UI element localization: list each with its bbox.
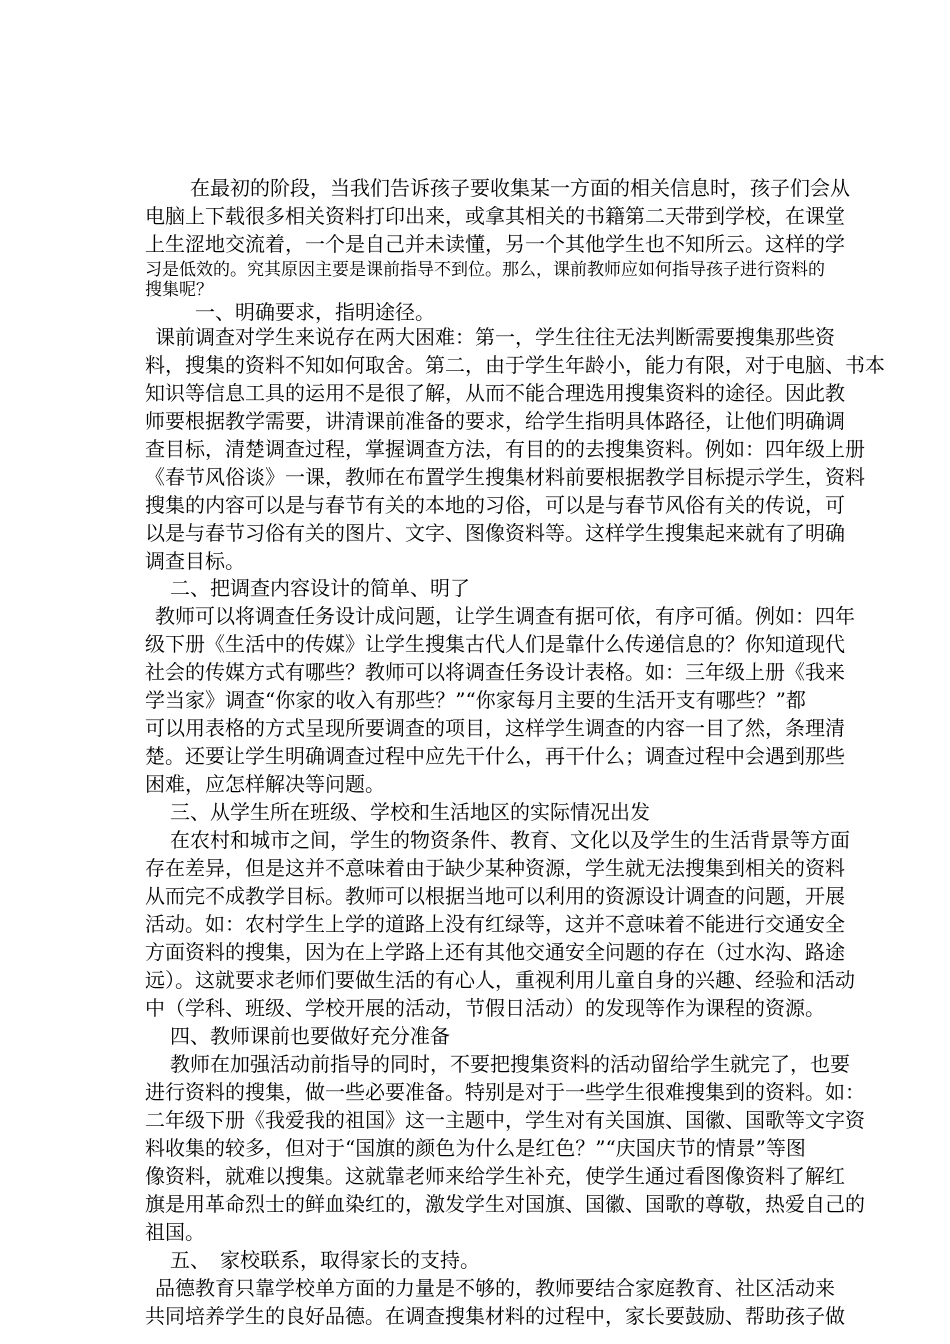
text-line: 课前调查对学生来说存在两大困难：第一，学生往往无法判断需要搜集那些资 [155,325,835,349]
text-line: 在农村和城市之间，学生的物资条件、教育、文化以及学生的生活背景等方面 [170,828,850,852]
text-line: 进行资料的搜集，做一些必要准备。特别是对于一些学生很难搜集到的资料。如： [145,1080,865,1104]
text-line: 像资料，就难以搜集。这就靠老师来给学生补充，使学生通过看图像资料了解红 [145,1164,845,1188]
text-line: 活动。如：农村学生上学的道路上没有红绿等，这并不意味着不能进行交通安全 [145,912,845,936]
text-line: 可以用表格的方式呈现所要调查的项目，这样学生调查的内容一目了然，条理清 [145,716,845,740]
section-heading: 一、明确要求，指明途径。 [195,300,435,324]
section-heading: 四、教师课前也要做好充分准备 [170,1024,450,1048]
text-line: 二年级下册《我爱我的祖国》这一主题中，学生对有关国旗、国徽、国歌等文字资 [145,1108,865,1132]
text-line: 社会的传媒方式有哪些？教师可以将调查任务设计表格。如：三年级上册《我来 [145,660,845,684]
text-line: 上生涩地交流着，一个是自己并未读懂，另一个其他学生也不知所云。这样的学 [145,232,845,256]
text-line: 知识等信息工具的运用不是很了解，从而不能合理选用搜集资料的途径。因此教 [145,381,845,405]
section-heading: 三、从学生所在班级、学校和生活地区的实际情况出发 [170,800,650,824]
text-line: 级下册《生活中的传媒》让学生搜集古代人们是靠什么传递信息的？你知道现代 [145,632,845,656]
text-line: 楚。还要让学生明确调查过程中应先干什么，再干什么；调查过程中会遇到那些 [145,744,845,768]
text-line: 调查目标。 [145,549,245,573]
text-line: 共同培养学生的良好品德。在调查搜集材料的过程中，家长要鼓励、帮助孩子做 [145,1304,845,1328]
text-line: 搜集呢？ [145,280,213,300]
text-line: 存在差异，但是这并不意味着由于缺少某种资源，学生就无法搜集到相关的资料 [145,856,845,880]
text-line: 搜集的内容可以是与春节有关的本地的习俗，可以是与春节风俗有关的传说，可 [145,493,845,517]
text-line: 旗是用革命烈士的鲜血染红的，激发学生对国旗、国徽、国歌的尊敬，热爱自己的 [145,1192,865,1216]
text-line: 师要根据教学需要，讲清课前准备的要求，给学生指明具体路径，让他们明确调 [145,409,845,433]
text-line: 方面资料的搜集，因为在上学路上还有其他交通安全问题的存在（过水沟、路途 [145,940,845,964]
text-line: 以是与春节习俗有关的图片、文字、图像资料等。这样学生搜集起来就有了明确 [145,521,845,545]
section-heading: 五、 家校联系，取得家长的支持。 [170,1248,480,1272]
text-line: 料收集的较多，但对于“国旗的颜色为什么是红色？”“庆国庆节的情景”等图 [145,1136,806,1160]
text-line: 查目标，清楚调查过程，掌握调查方法，有目的的去搜集资料。例如：四年级上册 [145,437,865,461]
text-line: 教师在加强活动前指导的同时，不要把搜集资料的活动留给学生就完了，也要 [170,1052,850,1076]
text-line: 习是低效的。究其原因主要是课前指导不到位。那么，课前教师应如何指导孩子进行资料的 [145,260,825,280]
text-line: 中（学科、班级、学校开展的活动，节假日活动）的发现等作为课程的资源。 [145,996,825,1020]
text-line: 困难，应怎样解决等问题。 [145,772,385,796]
text-line: 学当家》调查“你家的收入有那些？”“你家每月主要的生活开支有哪些？”都 [145,688,806,712]
text-line: 祖国。 [145,1220,205,1244]
text-line: 品德教育只靠学校单方面的力量是不够的，教师要结合家庭教育、社区活动来 [155,1276,835,1300]
text-line: 教师可以将调查任务设计成问题，让学生调查有据可依，有序可循。例如：四年 [155,604,855,628]
text-line: 远）。这就要求老师们要做生活的有心人，重视利用儿童自身的兴趣、经验和活动 [145,968,855,992]
text-line: 电脑上下载很多相关资料打印出来，或拿其相关的书籍第二天带到学校，在课堂 [145,204,845,228]
text-line: 从而完不成教学目标。教师可以根据当地可以利用的资源设计调查的问题，开展 [145,884,845,908]
text-line: 《春节风俗谈》一课，教师在布置学生搜集材料前要根据教学目标提示学生，资料 [145,465,865,489]
text-line: 料，搜集的资料不知如何取舍。第二，由于学生年龄小，能力有限，对于电脑、书本 [145,353,885,377]
section-heading: 二、把调查内容设计的简单、明了 [170,576,470,600]
text-line: 在最初的阶段，当我们告诉孩子要收集某一方面的相关信息时，孩子们会从 [190,176,850,200]
